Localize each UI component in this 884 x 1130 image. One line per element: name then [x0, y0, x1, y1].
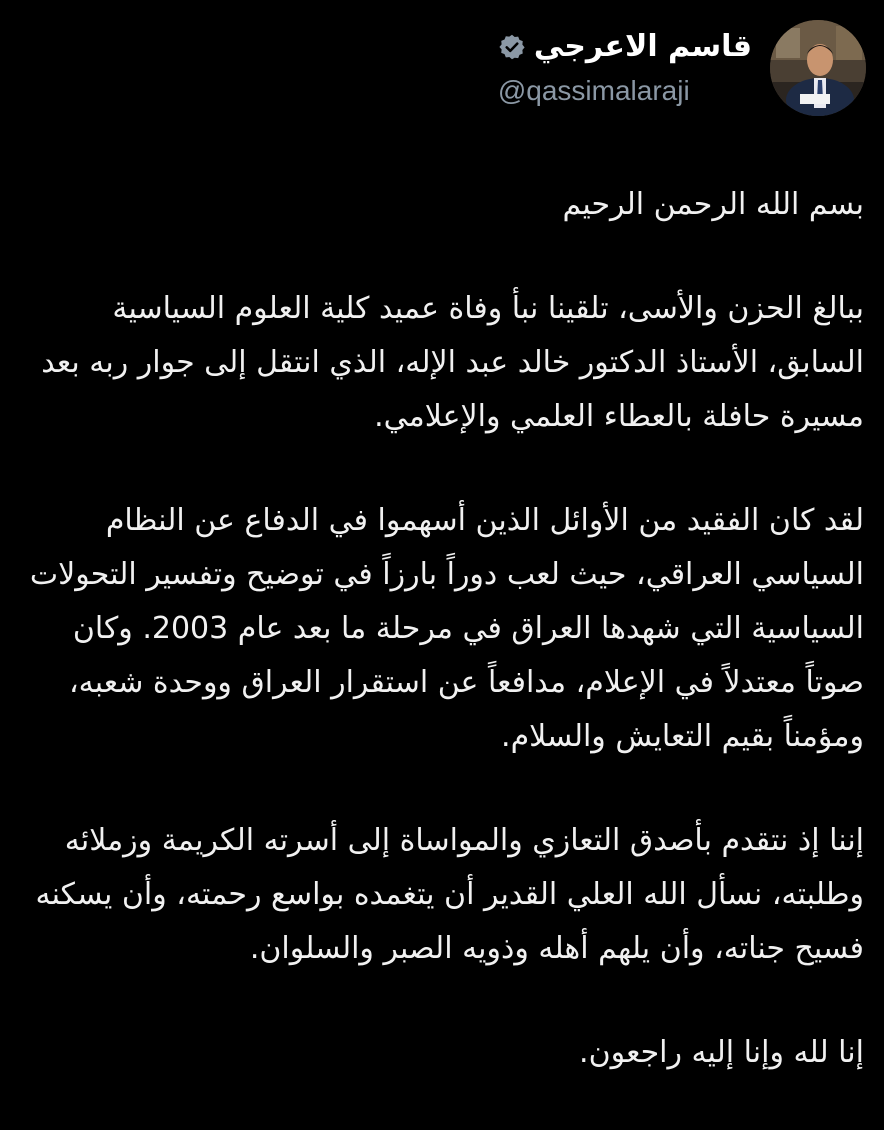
tweet-paragraph-basmala: بسم الله الرحمن الرحيم — [562, 187, 864, 222]
avatar[interactable] — [770, 20, 866, 116]
avatar-photo-icon — [770, 20, 866, 116]
verified-badge-icon — [498, 33, 526, 61]
tweet-paragraph-closing: إنا لله وإنا إليه راجعون. — [579, 1035, 864, 1070]
tweet-paragraph-condolences: إننا إذ نتقدم بأصدق التعازي والمواساة إلى أسرته الكريمة وزملائه وطلبته، نسأل الله العلي القدير أن يتغمده بواسع رحمته، وأن يسكنه فسيح جناته، وأن يلهم أهله وذويه الصبر والسلوان. — [35, 823, 864, 966]
author-identity — [498, 27, 752, 109]
tweet-text — [18, 178, 864, 1130]
tweet-header — [498, 20, 866, 116]
tweet-paragraph-announcement: ببالغ الحزن والأسى، تلقينا نبأ وفاة عميد كلية العلوم السياسية السابق، الأستاذ الدكتور خالد عبد الإله، الذي انتقل إلى جوار ربه بعد مسيرة حافلة بالعطاء العلمي والإعلامي. — [41, 291, 864, 434]
tweet-paragraph-tribute: لقد كان الفقيد من الأوائل الذين أسهموا في الدفاع عن النظام السياسي العراقي، حيث لعب دوراً بارزاً في توضيح وتفسير التحولات السياسية التي شهدها العراق في مرحلة ما بعد عام 2003. وكان صوتاً معتدلاً في الإعلام، مدافعاً عن استقرار العراق ووحدة شعبه، ومؤمناً بقيم التعايش والسلام. — [29, 503, 864, 754]
name-row — [498, 27, 752, 67]
author-handle[interactable]: @qassimalaraji — [497, 75, 690, 106]
author-display-name[interactable]: قاسم الاعرجي — [533, 29, 752, 64]
